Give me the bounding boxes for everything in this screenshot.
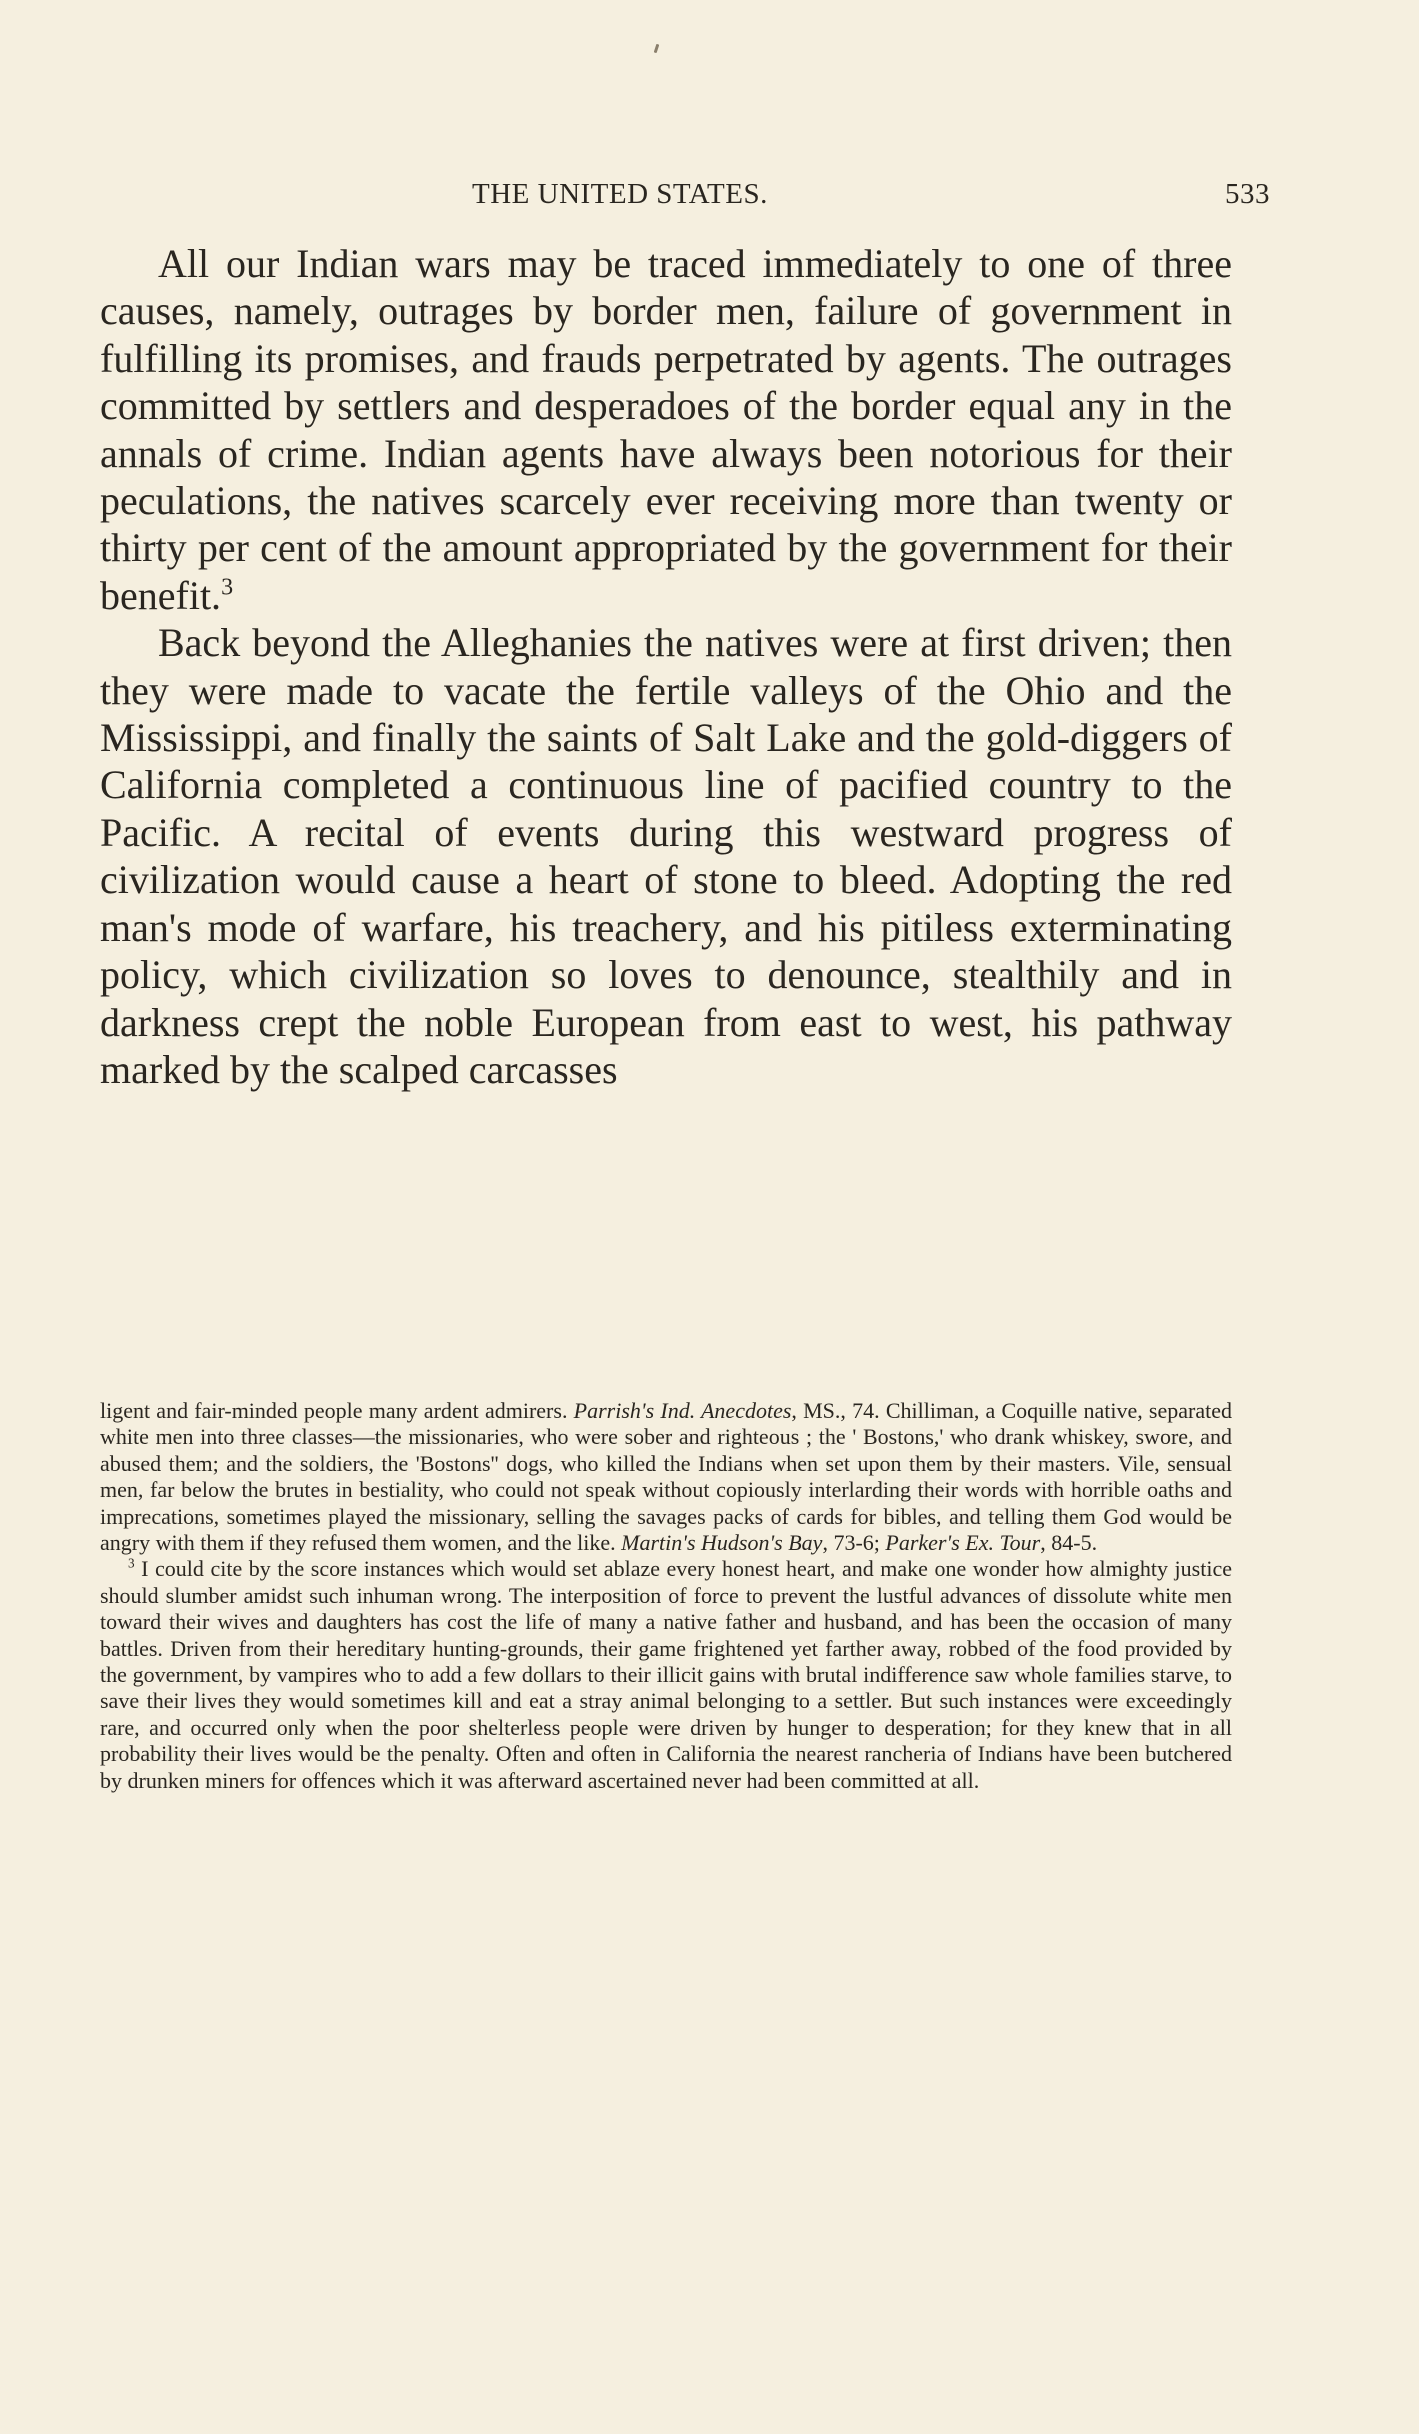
footnote-citation: Parrish's Ind. Anecdotes [573, 1398, 792, 1423]
footnote-text: ligent and fair-minded people many ardent admirers. [100, 1398, 574, 1423]
running-head [100, 178, 1270, 218]
footnote-text: , MS., 74. Chilliman, a Coquille native, separated white men into three classes—the missionaries, who were sober and righteous ; the ' Bostons,' who drank whiskey, swore, and abused them; and the soldiers, the 'Bostons'' dogs, who killed the Indians when set upon them by their masters. Vile, sensual men, far below the brutes in bestiality, who could not speak without copiously interlarding their words with horrible oaths and imprecations, sometimes played the missionary, selling the savages packs of cards for bibles, and telling them God would be angry with them if they refused them women, and the like. [100, 1398, 1232, 1556]
footnotes [100, 1398, 1232, 1794]
paragraph-text: All our Indian wars may be traced immediately to one of three causes, namely, outrages by border men, failure of government in fulfilling its promises, and frauds perpetrated by agents. The outrages committed by settlers and desperadoes of the border equal any in the annals of crime. Indian agents have always been notorious for their peculations, the natives scarcely ever receiving more than twenty or thirty per cent of the amount appropriated by the government for their benefit. [100, 241, 1232, 618]
footnote-citation: Parker's Ex. Tour [885, 1530, 1041, 1556]
footnote-marker: 3 [128, 1556, 135, 1572]
footnote-reference: 3 [221, 574, 234, 601]
stray-ink-mark [654, 44, 660, 53]
running-title: THE UNITED STATES. [472, 178, 768, 210]
footnote-text: , 73-6; [822, 1530, 886, 1556]
footnote-citation: Martin's Hudson's Bay [621, 1530, 823, 1556]
footnote-continuation [100, 1398, 1232, 1556]
footnote-text: , 84-5. [1040, 1530, 1098, 1556]
page-number: 533 [1225, 178, 1270, 210]
main-text [100, 240, 1232, 1093]
paragraph-indian-wars [100, 240, 1232, 619]
footnote-3 [100, 1556, 1232, 1794]
paragraph-westward-progress [100, 619, 1232, 1093]
paragraph-text: Back beyond the Alleghanies the natives were at first driven; then they were made to vacate the fertile valleys of the Ohio and the Mississippi, and finally the saints of Salt Lake and the gold-diggers of California completed a continuous line of pacified country to the Pacific. A recital of events during this westward progress of civilization would cause a heart of stone to bleed. Adopting the red man's mode of warfare, his treachery, and his pitiless exterminating policy, which civilization so loves to denounce, stealthily and in darkness crept the noble European from east to west, his pathway marked by the scalped carcasses [100, 620, 1232, 1092]
footnote-text: I could cite by the score instances which would set ablaze every honest heart, and make one wonder how almighty justice should slumber amidst such inhuman wrong. The interposition of force to prevent the lustful advances of dissolute white men toward their wives and daughters has cost the life of many a native father and husband, and has been the occasion of many battles. Driven from their hereditary hunting-grounds, their game frightened yet farther away, robbed of the food provided by the government, by vampires who to add a few dollars to their illicit gains with brutal indifference saw whole families starve, to save their lives they would sometimes kill and eat a stray animal belonging to a settler. But such instances were exceedingly rare, and occurred only when the poor shelterless people were driven by hunger to desperation; for they knew that in all probability their lives would be the penalty. Often and often in California the nearest rancheria of Indians have been butchered by drunken miners for offences which it was afterward ascertained never had been committed at all. [100, 1556, 1232, 1793]
